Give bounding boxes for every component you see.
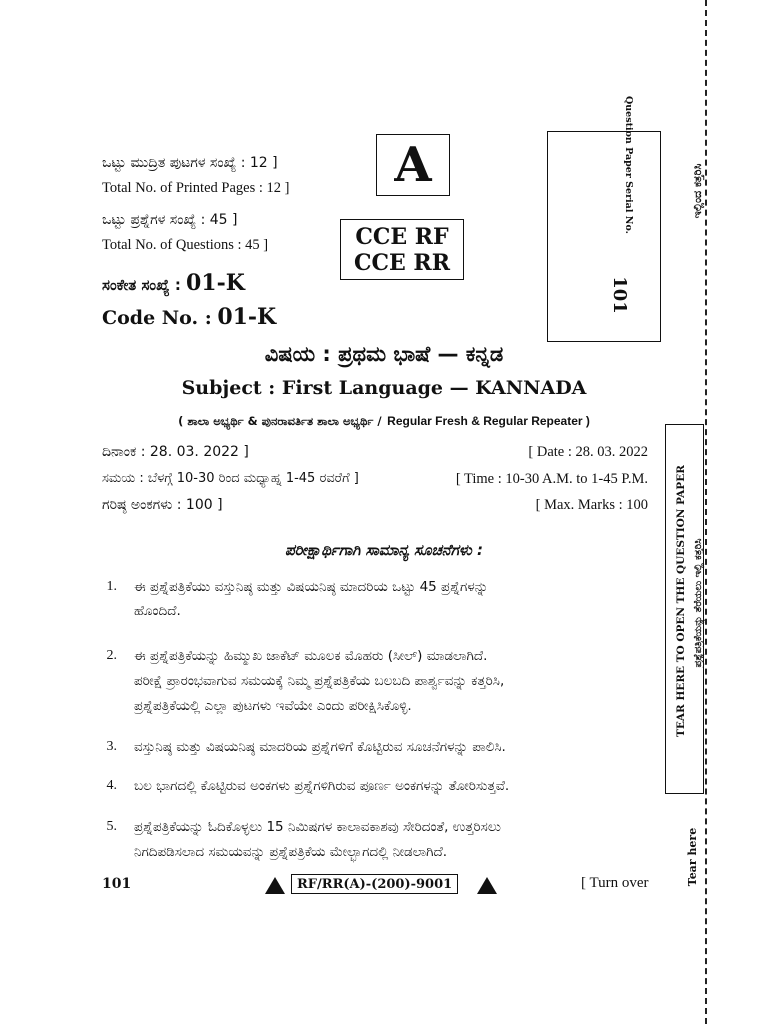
date-english: [ Date : 28. 03. 2022 bbox=[528, 444, 648, 460]
tear-strip[interactable] bbox=[665, 424, 704, 794]
instruction-line: ಪ್ರಶ್ನೆಪತ್ರಿಕೆಯನ್ನು ಓದಿಕೊಳ್ಳಲು 15 ನಿಮಿಷಗಳ ಕಾಲಾವಕಾಶವು ಸೇರಿದಂತೆ, ಉತ್ತರಿಸಲು bbox=[134, 819, 501, 835]
instruction-line: ಈ ಪ್ರಶ್ನೆಪತ್ರಿಕೆಯನ್ನು ಹಿಮ್ಮುಖ ಜಾಕೆಟ್ ಮೂಲಕ ಮೊಹರು (ಸೀಲ್) ಮಾಡಲಾಗಿದೆ. bbox=[134, 648, 488, 664]
code-english-value: 01-K bbox=[217, 304, 277, 330]
instruction-line: ವಸ್ತುನಿಷ್ಠ ಮತ್ತು ವಿಷಯನಿಷ್ಠ ಮಾದರಿಯ ಪ್ರಶ್ನೆಗಳಿಗೆ ಕೊಟ್ಟಿರುವ ಸೂಚನೆಗಳನ್ನು ಪಾಲಿಸಿ. bbox=[134, 739, 506, 755]
serial-label: Question Paper Serial No. bbox=[623, 96, 634, 234]
subject-kannada: ವಿಷಯ : ಪ್ರಥಮ ಭಾಷೆ — ಕನ್ನಡ bbox=[264, 342, 504, 366]
cut-here-kannada: ಇಲ್ಲಿಂದ ಕತ್ತರಿಸಿ bbox=[691, 163, 704, 219]
version-letter: A bbox=[394, 137, 432, 193]
printed-pages-english: Total No. of Printed Pages : 12 ] bbox=[102, 180, 290, 196]
code-kannada-value: 01-K bbox=[185, 270, 245, 296]
code-english-label: Code No. : bbox=[102, 307, 212, 329]
tear-here-label: Tear here bbox=[686, 827, 699, 887]
candidate-type-kannada: ( ಶಾಲಾ ಅಭ್ಯರ್ಥಿ & ಪುನರಾವರ್ತಿತ ಶಾಲಾ ಅಭ್ಯರ್ಥಿ / bbox=[178, 414, 382, 428]
instruction-line: ನಿಗದಿಪಡಿಸಲಾದ ಸಮಯವನ್ನು ಪ್ರಶ್ನೆಪತ್ರಿಕೆಯ ಮೇಲ್ಭಾಗದಲ್ಲಿ ನೀಡಲಾಗಿದೆ. bbox=[134, 844, 448, 860]
instruction-number: 1. bbox=[106, 579, 117, 594]
instruction-line: ಹೊಂದಿದೆ. bbox=[134, 603, 181, 619]
questions-count-kannada: ಒಟ್ಟು ಪ್ರಶ್ನೆಗಳ ಸಂಖ್ಯೆ : 45 ] bbox=[102, 212, 238, 228]
candidate-type-english: Regular Fresh & Regular Repeater ) bbox=[387, 414, 590, 428]
cce-box bbox=[340, 219, 464, 280]
cce-line-2: CCE RR bbox=[353, 249, 450, 276]
code-kannada-label: ಸಂಕೇತ ಸಂಖ್ಯೆ : bbox=[102, 276, 181, 294]
time-english: [ Time : 10-30 A.M. to 1-45 P.M. bbox=[455, 471, 648, 487]
tear-instruction-english: TEAR HERE TO OPEN THE QUESTION PAPER bbox=[675, 465, 687, 737]
instruction-line: ಪರೀಕ್ಷೆ ಪ್ರಾರಂಭವಾಗುವ ಸಮಯಕ್ಕೆ ನಿಮ್ಮ ಪ್ರಶ್ನೆಪತ್ರಿಕೆಯ ಬಲಬದಿ ಪಾರ್ಶ್ವವನ್ನು ಕತ್ತರಿಸಿ, bbox=[134, 673, 505, 689]
triangle-icon bbox=[477, 877, 497, 894]
instruction-number: 5. bbox=[106, 819, 117, 834]
reference-code-box bbox=[291, 874, 458, 894]
date-kannada: ದಿನಾಂಕ : 28. 03. 2022 ] bbox=[102, 444, 249, 460]
marks-kannada: ಗರಿಷ್ಠ ಅಂಕಗಳು : 100 ] bbox=[102, 497, 223, 513]
instruction-number: 4. bbox=[106, 778, 117, 793]
triangle-icon bbox=[265, 877, 285, 894]
serial-number: 101 bbox=[609, 276, 630, 314]
instruction-line: ಬಲ ಭಾಗದಲ್ಲಿ ಕೊಟ್ಟಿರುವ ಅಂಕಗಳು ಪ್ರಶ್ನೆಗಳಿಗಿರುವ ಪೂರ್ಣ ಅಂಕಗಳನ್ನು ತೋರಿಸುತ್ತವೆ. bbox=[134, 778, 510, 794]
reference-code: RF/RR(A)-(200)-9001 bbox=[297, 876, 453, 892]
subject-english: Subject : First Language — KANNADA bbox=[181, 377, 587, 399]
instruction-number: 2. bbox=[106, 648, 117, 663]
instruction-line: ಪ್ರಶ್ನೆಪತ್ರಿಕೆಯಲ್ಲಿ ಎಲ್ಲಾ ಪುಟಗಳು ಇವೆಯೇ ಎಂದು ಪರೀಕ್ಷಿಸಿಕೊಳ್ಳಿ. bbox=[134, 698, 412, 714]
marks-english: [ Max. Marks : 100 bbox=[535, 497, 648, 513]
serial-number-box bbox=[547, 96, 661, 342]
time-kannada: ಸಮಯ : ಬೆಳಗ್ಗೆ 10-30 ರಿಂದ ಮಧ್ಯಾಹ್ನ 1-45 ರವರೆಗೆ ] bbox=[102, 471, 359, 486]
instruction-number: 3. bbox=[106, 739, 117, 754]
code-english bbox=[102, 304, 276, 330]
code-kannada bbox=[102, 270, 245, 296]
candidate-type bbox=[0, 410, 768, 429]
printed-pages-kannada: ಒಟ್ಟು ಮುದ್ರಿತ ಪುಟಗಳ ಸಂಖ್ಯೆ : 12 ] bbox=[102, 155, 278, 171]
tear-instruction-kannada: ಪ್ರಶ್ನೆಪತ್ರಿಕೆಯನ್ನು ತೆರೆಯಲು ಇಲ್ಲಿ ಕತ್ತರಿಸಿ bbox=[693, 538, 704, 668]
cce-line-1: CCE RF bbox=[355, 223, 449, 250]
instruction-line: ಈ ಪ್ರಶ್ನೆಪತ್ರಿಕೆಯು ವಸ್ತುನಿಷ್ಠ ಮತ್ತು ವಿಷಯನಿಷ್ಠ ಮಾದರಿಯ ಒಟ್ಟು 45 ಪ್ರಶ್ನೆಗಳನ್ನು bbox=[134, 579, 489, 595]
instructions-heading: ಪರೀಕ್ಷಾರ್ಥಿಗಾಗಿ ಸಾಮಾನ್ಯ ಸೂಚನೆಗಳು : bbox=[285, 541, 483, 559]
footer-page-code: 101 bbox=[102, 876, 132, 892]
version-box bbox=[376, 134, 450, 196]
turn-over: [ Turn over bbox=[581, 875, 649, 891]
questions-count-english: Total No. of Questions : 45 ] bbox=[102, 237, 269, 253]
instructions-list bbox=[97, 575, 657, 875]
